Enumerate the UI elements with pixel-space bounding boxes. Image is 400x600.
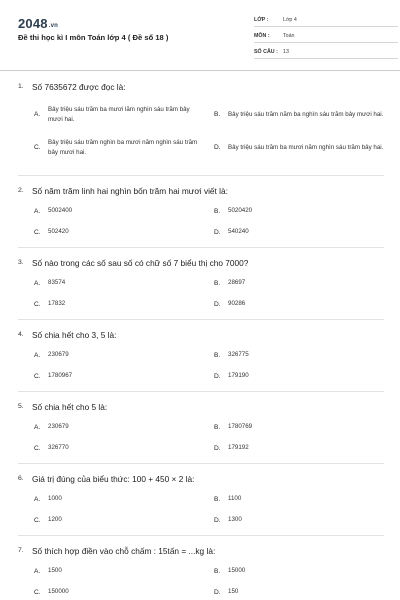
question-2 [18,176,384,248]
option-text: 83574 [48,279,66,287]
question-list [18,72,384,600]
option-letter: D. [214,372,221,380]
option-letter: B. [214,111,221,118]
meta-label: SỐ CÂU : [254,49,278,55]
option-letter: A. [34,279,41,287]
answer-option-d[interactable] [214,227,384,237]
option-text: 1100 [228,495,242,503]
option-letter: C. [34,516,41,524]
option-letter: A. [34,207,41,215]
site-logo[interactable] [18,16,58,31]
option-letter: A. [34,111,41,118]
question-text: Số 7635672 được đọc là: [32,82,126,92]
option-text: Bảy triệu sáu trăm ba mươi lăm nghìn sáu trăm bảy mươi hai. [48,105,190,123]
answer-option-b[interactable] [214,350,384,360]
answer-option-d[interactable] [214,587,384,597]
meta-label: MÔN : [254,33,270,39]
option-letter: D. [214,516,221,524]
option-letter: C. [34,372,41,380]
option-letter: C. [34,444,41,452]
option-letter: D. [214,444,221,452]
option-letter: B. [214,567,221,575]
option-text: 179190 [228,372,249,380]
meta-value: Toán [283,33,295,39]
meta-row-question-count [254,46,398,59]
question-number: 6. [18,475,24,482]
option-text: 230679 [48,351,69,359]
option-text: 150000 [48,588,69,596]
meta-row-subject [254,30,398,43]
answer-option-a[interactable] [34,422,204,432]
answer-option-a[interactable] [34,206,204,216]
option-text: 90286 [228,300,246,308]
answer-option-b[interactable] [214,278,384,288]
question-7 [18,536,384,600]
question-text: Số chia hết cho 5 là: [32,402,108,412]
option-text: 5020420 [228,207,253,215]
option-text: 326775 [228,351,249,359]
answer-option-d[interactable] [214,371,384,381]
exam-meta [254,14,398,59]
question-text: Số chia hết cho 3, 5 là: [32,330,117,340]
option-letter: B. [214,423,221,431]
option-text: 15000 [228,567,246,575]
answer-option-c[interactable] [34,299,204,309]
question-number: 5. [18,403,24,410]
logo-suffix: .vn [48,23,59,29]
answer-option-b[interactable] [214,104,384,125]
option-text: 150 [228,588,239,596]
question-text: Số nào trong các số sau số có chữ số 7 biểu thị cho 7000? [32,258,249,268]
option-letter: B. [214,351,221,359]
option-text: 540240 [228,228,249,236]
question-text: Số thích hợp điền vào chỗ chấm : 15tấn = ...kg là: [32,546,216,556]
option-text: 5002400 [48,207,73,215]
meta-row-class [254,14,398,27]
answer-option-d[interactable] [214,443,384,453]
option-text: 1500 [48,567,62,575]
header-divider [0,70,400,71]
option-text: 1780769 [228,423,253,431]
option-letter: C. [34,300,41,308]
answer-option-c[interactable] [34,587,204,597]
answer-option-d[interactable] [214,137,384,158]
answer-option-c[interactable] [34,443,204,453]
question-3 [18,248,384,320]
answer-option-b[interactable] [214,566,384,576]
header [18,0,384,62]
answer-option-a[interactable] [34,104,204,125]
answer-option-a[interactable] [34,566,204,576]
option-text: 179192 [228,444,249,452]
question-4 [18,320,384,392]
option-text: 28697 [228,279,246,287]
option-letter: B. [214,279,221,287]
answer-option-d[interactable] [214,515,384,525]
answer-option-b[interactable] [214,494,384,504]
question-number: 7. [18,547,24,554]
option-letter: A. [34,495,41,503]
option-letter: B. [214,495,221,503]
option-letter: C. [34,144,41,151]
option-text: 326770 [48,444,69,452]
option-letter: D. [214,588,221,596]
option-letter: D. [214,144,221,151]
question-text: Giá trị đúng của biểu thức: 100 + 450 × 2 là: [32,474,195,484]
logo-text: 2048 [18,16,48,31]
option-letter: A. [34,351,41,359]
option-text: Bảy triệu sáu trăm năm ba nghìn sáu trăm bảy mươi hai. [228,110,384,118]
option-text: Bảy triệu sáu trăm nghìn ba mươi năm nghìn sáu trăm bảy mươi hai. [48,138,198,156]
option-letter: C. [34,588,41,596]
meta-value: Lớp 4 [283,17,297,23]
question-number: 2. [18,187,24,194]
option-text: 1000 [48,495,62,503]
option-letter: C. [34,228,41,236]
option-text: 1780967 [48,372,73,380]
option-letter: B. [214,207,221,215]
option-text: 1300 [228,516,242,524]
option-text: 230679 [48,423,69,431]
question-6 [18,464,384,536]
answer-option-a[interactable] [34,350,204,360]
option-text: 17832 [48,300,66,308]
answer-option-c[interactable] [34,515,204,525]
answer-option-b[interactable] [214,422,384,432]
answer-option-b[interactable] [214,206,384,216]
option-text: 1200 [48,516,62,524]
answer-option-a[interactable] [34,494,204,504]
answer-option-c[interactable] [34,227,204,237]
option-letter: A. [34,423,41,431]
option-letter: A. [34,567,41,575]
option-text: Bảy triệu sáu trăm ba mươi năm nghìn sáu trăm bảy hai. [228,143,384,151]
option-letter: D. [214,228,221,236]
answer-option-d[interactable] [214,299,384,309]
question-text: Số năm trăm linh hai nghìn bốn trăm hai mươi viết là: [32,186,228,196]
exam-title: Đề thi học kì I môn Toán lớp 4 ( Đề số 18 ) [18,33,169,42]
answer-option-c[interactable] [34,137,204,158]
option-text: 502420 [48,228,69,236]
question-1 [18,72,384,176]
question-number: 4. [18,331,24,338]
answer-option-c[interactable] [34,371,204,381]
question-number: 1. [18,83,24,90]
meta-label: LỚP : [254,17,269,23]
answer-option-a[interactable] [34,278,204,288]
question-number: 3. [18,259,24,266]
question-5 [18,392,384,464]
meta-value: 13 [283,49,289,55]
option-letter: D. [214,300,221,308]
